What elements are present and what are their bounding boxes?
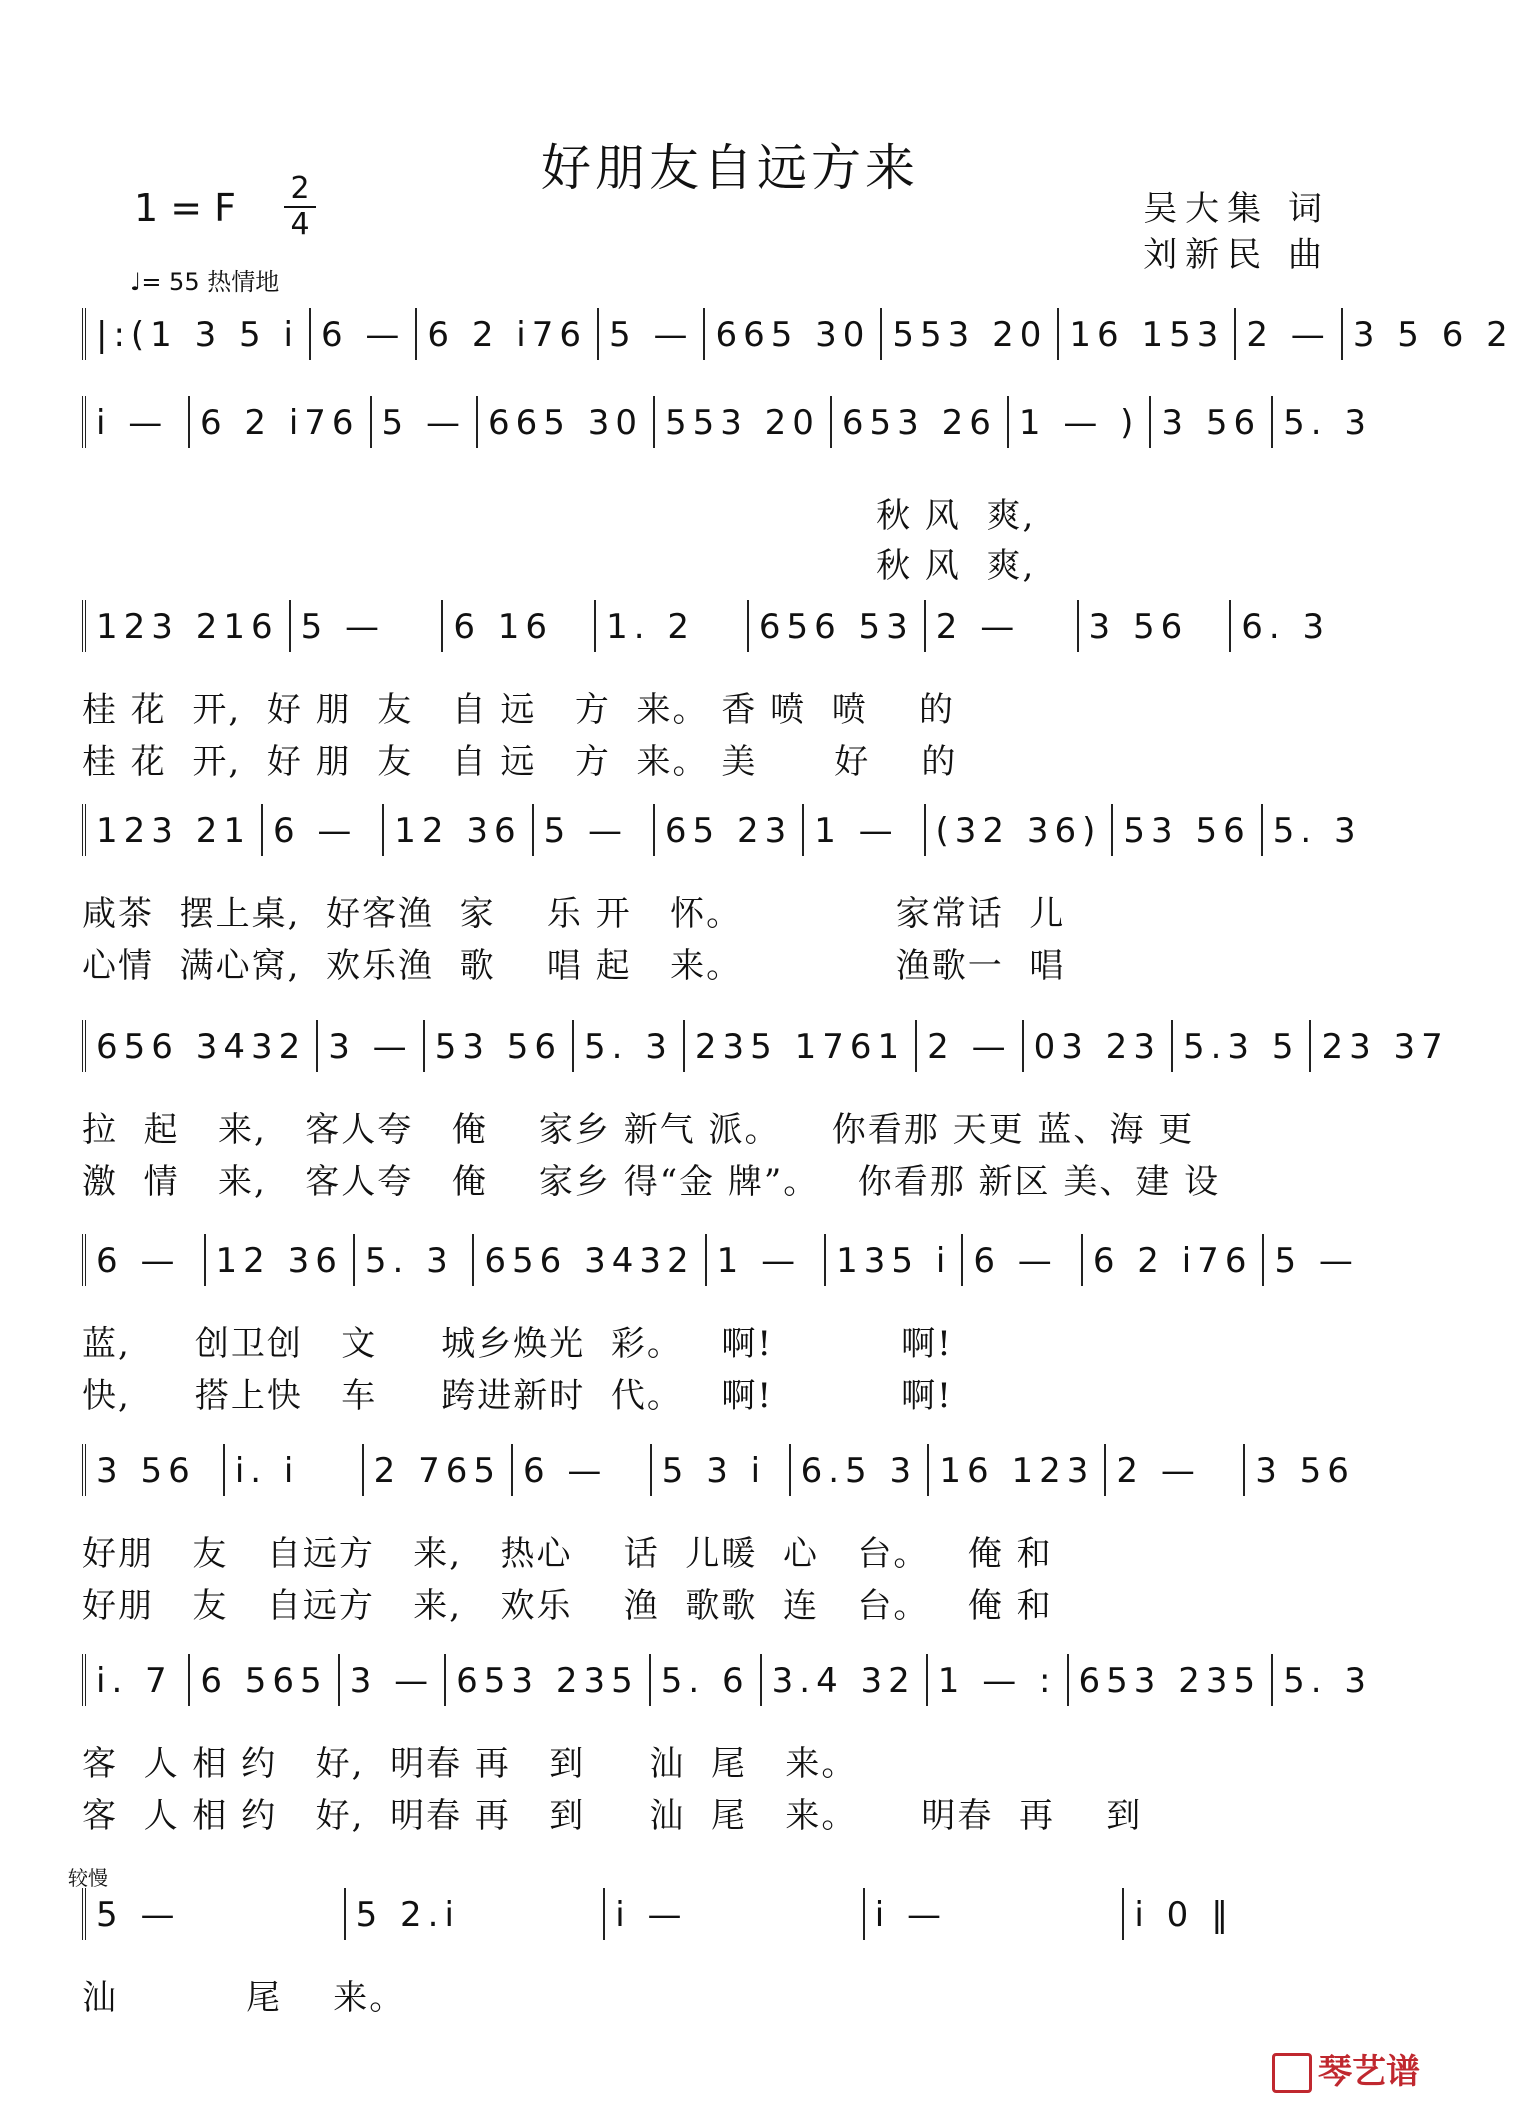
measure: 53 56 (1111, 804, 1260, 856)
measure: i. 7 (82, 1654, 188, 1706)
time-signature (280, 172, 320, 242)
notation-line (82, 1226, 1382, 1286)
measure: 2 — (924, 600, 1077, 652)
measure: 6 — (309, 308, 415, 360)
measure: 5 — (532, 804, 653, 856)
measure: 665 30 (476, 396, 653, 448)
measure: 65 23 (653, 804, 802, 856)
measure: 6. 3 (1229, 600, 1382, 652)
time-sig-bottom: 4 (290, 207, 310, 242)
measure: 235 1761 (683, 1020, 915, 1072)
measure: 3 — (338, 1654, 444, 1706)
measure: 3.4 32 (760, 1654, 926, 1706)
measure: 6 2 i76 (415, 308, 597, 360)
notation-line (82, 1436, 1382, 1496)
composer: 刘新民 曲 (1143, 235, 1330, 275)
measure: 1 — (705, 1234, 825, 1286)
site-logo (1272, 2044, 1420, 2094)
measure: 3 56 (1077, 600, 1230, 652)
lyric-line: 秋 风 爽, (82, 546, 1036, 586)
measure: 23 37 (1309, 1020, 1458, 1072)
measure: 53 56 (423, 1020, 572, 1072)
measure: (32 36) (924, 804, 1112, 856)
lyric-line: 拉 起 来, 客人夸 俺 家乡 新气 派。 你看那 天更 蓝、海 更 (82, 1110, 1195, 1150)
measure: 135 i (824, 1234, 961, 1286)
measure: 553 20 (653, 396, 830, 448)
lyric-line: 蓝, 创卫创 文 城乡焕光 彩。 啊! 啊! (82, 1324, 953, 1364)
measure: i — (603, 1888, 863, 1940)
notation-line (82, 592, 1382, 652)
measure: 2 765 (362, 1444, 511, 1496)
measure: 123 216 (82, 600, 289, 652)
lyric-line: 快, 搭上快 车 跨进新时 代。 啊! 啊! (82, 1376, 953, 1416)
measure: 123 21 (82, 804, 261, 856)
measure: 653 235 (1067, 1654, 1272, 1706)
slow-marking: 较慢 (68, 1866, 108, 1890)
notation-line (82, 300, 1514, 360)
lyric-line: 桂 花 开, 好 朋 友 自 远 方 来。 香 喷 喷 的 (82, 690, 955, 730)
measure: 5 — (1262, 1234, 1382, 1286)
measure: i — (863, 1888, 1123, 1940)
measure: 1 — ) (1007, 396, 1150, 448)
measure: 5 2.i (344, 1888, 604, 1940)
measure: 2 — (1234, 308, 1340, 360)
measure: 3 — (316, 1020, 422, 1072)
lyric-line: 好朋 友 自远方 来, 热心 话 儿暖 心 台。 俺 和 (82, 1534, 1053, 1574)
notation-line (82, 796, 1382, 856)
measure: i 0 ‖ (1122, 1888, 1382, 1940)
lyric-line: 心情 满心窝, 欢乐渔 歌 唱 起 来。 渔歌一 唱 (82, 946, 1066, 986)
measure: 653 235 (444, 1654, 649, 1706)
measure: 6 2 i76 (188, 396, 370, 448)
tempo-marking: ♩= 55 热情地 (130, 268, 280, 296)
measure: 6 — (261, 804, 382, 856)
measure: 3 56 (1243, 1444, 1382, 1496)
measure: i — (82, 396, 188, 448)
measure: 3 56 (82, 1444, 223, 1496)
measure: 553 20 (880, 308, 1057, 360)
time-sig-top: 2 (290, 171, 310, 206)
lyric-line: 秋 风 爽, (82, 496, 1036, 536)
measure: 1 — (802, 804, 923, 856)
measure: 03 23 (1022, 1020, 1171, 1072)
measure: 5. 3 (572, 1020, 683, 1072)
lyric-line: 客 人 相 约 好, 明春 再 到 汕 尾 来。 (82, 1744, 858, 1784)
measure: 12 36 (382, 804, 531, 856)
measure: 2 — (1104, 1444, 1243, 1496)
logo-text: 琴艺谱 (1318, 2051, 1420, 2092)
measure: 5. 3 (1261, 804, 1382, 856)
lyric-line: 汕 尾 来。 (82, 1978, 406, 2018)
notation-line (82, 1012, 1449, 1072)
measure: i. i (223, 1444, 362, 1496)
measure: 5. 3 (1271, 1654, 1382, 1706)
measure: 16 123 (927, 1444, 1104, 1496)
measure: |:(1 3 5 i (82, 308, 309, 360)
measure: 5.3 5 (1171, 1020, 1310, 1072)
credits (1143, 186, 1330, 278)
measure: 1. 2 (594, 600, 747, 652)
lyric-line: 桂 花 开, 好 朋 友 自 远 方 来。 美 好 的 (82, 742, 958, 782)
song-title: 好朋友自远方来 (541, 139, 919, 197)
measure: 6.5 3 (789, 1444, 928, 1496)
measure: 665 30 (703, 308, 880, 360)
logo-icon (1272, 2053, 1312, 2093)
measure: 6 — (511, 1444, 650, 1496)
measure: 5 — (597, 308, 703, 360)
measure: 5. 3 (1271, 396, 1382, 448)
lyric-line: 客 人 相 约 好, 明春 再 到 汕 尾 来。 明春 再 到 (82, 1796, 1143, 1836)
measure: 656 3432 (82, 1020, 316, 1072)
measure: 5 — (82, 1888, 344, 1940)
measure: 6 16 (441, 600, 594, 652)
measure: 5 3 i (650, 1444, 789, 1496)
notation-line (82, 1646, 1382, 1706)
measure: 16 153 (1057, 308, 1234, 360)
measure: 3 5 6 2 (1341, 308, 1524, 360)
measure: 5. 6 (649, 1654, 760, 1706)
measure: 2 — (915, 1020, 1021, 1072)
lyricist: 吴大集 词 (1143, 189, 1330, 229)
measure: 6 2 i76 (1081, 1234, 1263, 1286)
measure: 656 53 (747, 600, 924, 652)
lyric-line: 咸茶 摆上桌, 好客渔 家 乐 开 怀。 家常话 儿 (82, 894, 1066, 934)
key-signature: 1 = F (134, 186, 237, 230)
measure: 5 — (289, 600, 442, 652)
measure: 6 — (961, 1234, 1081, 1286)
measure: 5 — (370, 396, 476, 448)
measure: 656 3432 (472, 1234, 704, 1286)
measure: 653 26 (830, 396, 1007, 448)
lyric-line: 好朋 友 自远方 来, 欢乐 渔 歌歌 连 台。 俺 和 (82, 1586, 1053, 1626)
measure: 12 36 (204, 1234, 353, 1286)
measure: 6 — (82, 1234, 204, 1286)
measure: 5. 3 (353, 1234, 473, 1286)
lyric-line: 激 情 来, 客人夸 俺 家乡 得“金 牌”。 你看那 新区 美、建 设 (82, 1162, 1221, 1202)
measure: 3 56 (1149, 396, 1271, 448)
notation-line (82, 1880, 1382, 1940)
measure: 6 565 (188, 1654, 337, 1706)
notation-line (82, 388, 1382, 448)
measure: 1 — : (926, 1654, 1067, 1706)
